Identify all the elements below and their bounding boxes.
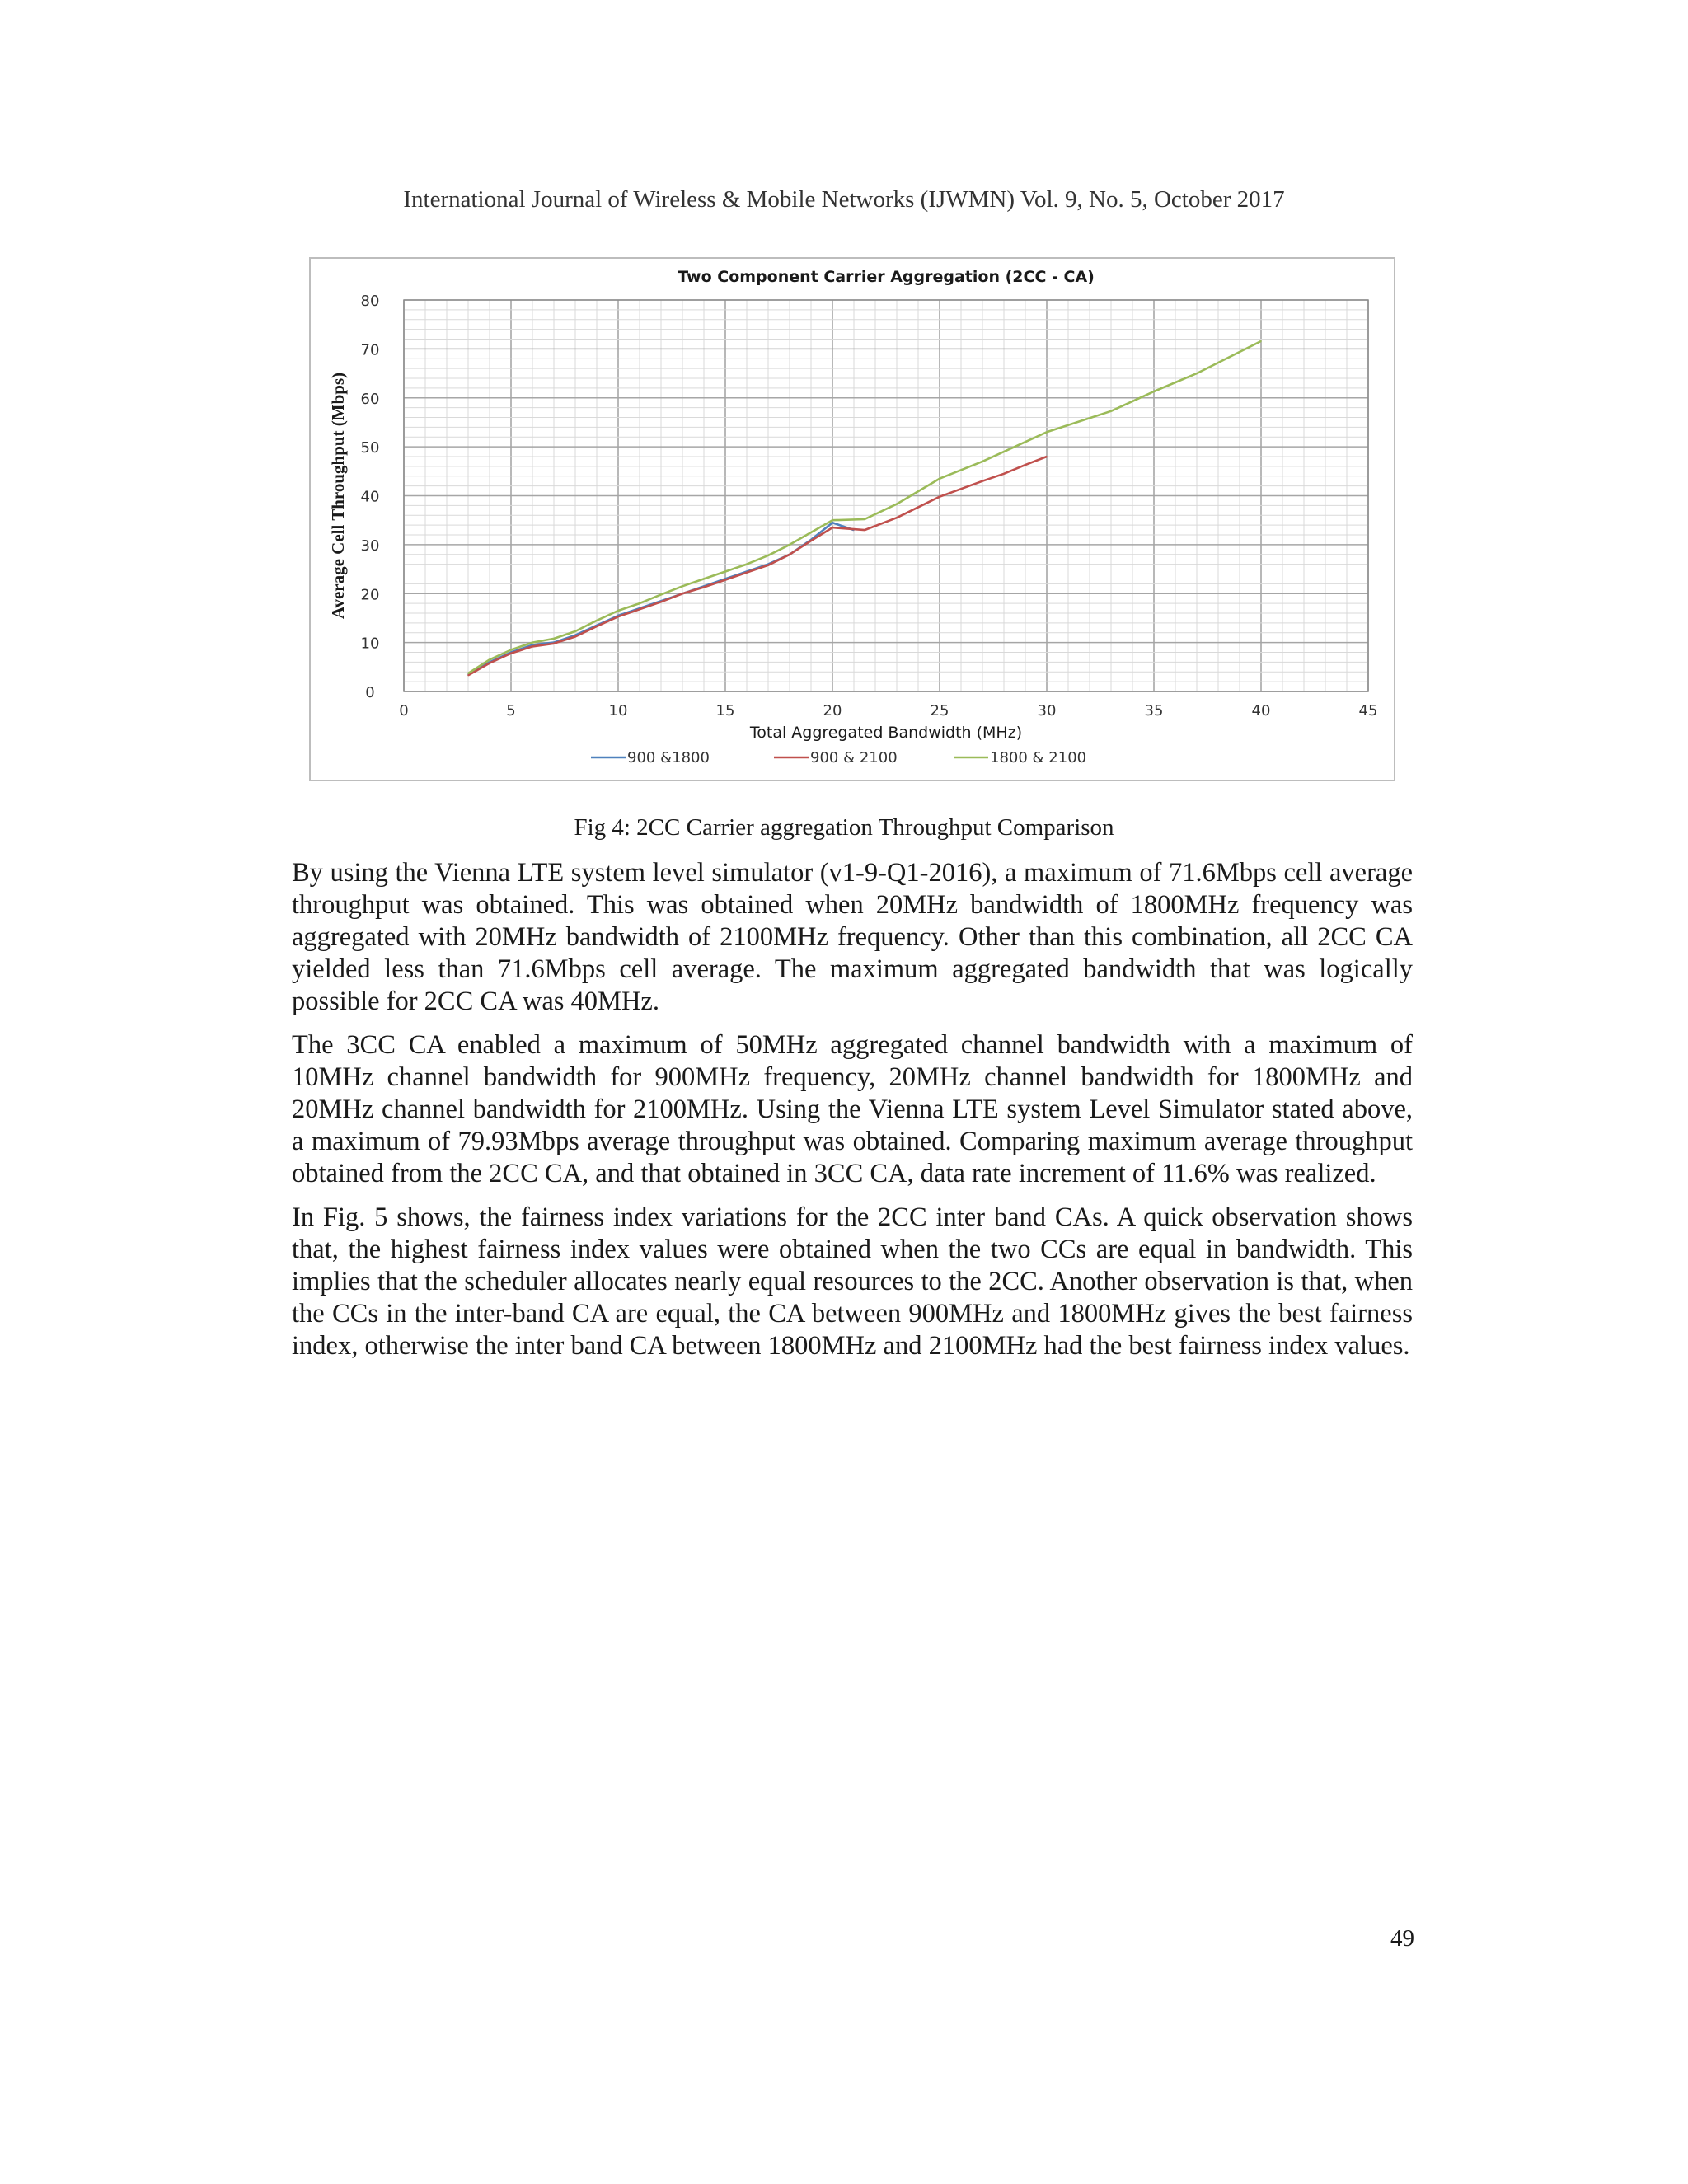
- data-point: [789, 544, 790, 546]
- legend-label-2: 900 & 2100: [810, 749, 898, 766]
- x-tick-label: 35: [1144, 702, 1164, 719]
- data-point: [574, 630, 576, 632]
- y-tick-label: 20: [360, 586, 380, 604]
- paragraph-2: The 3CC CA enabled a maximum of 50MHz aggregated channel bandwidth with a maximum of 10MHz channel bandwidth for 900MHz frequency, 20MHz channel bandwidth for 1800MHz and 20MHz channel bandwidth for 2100MHz. Using the Vienna LTE system Level Simulator stated above, a maximum of 79.93Mbps average throughput was obtained. Comparing maximum average throughput obtained from the 2CC CA, and that obtained in 3CC CA, data rate increment of 11.6% was realized.: [292, 1030, 1413, 1188]
- y-tick-label: 50: [360, 439, 380, 457]
- data-point: [639, 608, 640, 610]
- data-point: [896, 504, 898, 505]
- y-tick-label: 80: [360, 293, 380, 310]
- data-point: [810, 532, 812, 533]
- data-point: [939, 496, 940, 498]
- data-point: [832, 522, 833, 523]
- data-point: [553, 643, 555, 644]
- journal-header: International Journal of Wireless & Mobile Networks (IJWMN) Vol. 9, No. 5, October 2017: [403, 186, 1285, 213]
- data-point: [864, 518, 865, 520]
- page-number: 49: [1390, 1925, 1414, 1952]
- data-point: [1025, 464, 1026, 466]
- data-point: [896, 517, 898, 518]
- data-point: [982, 461, 983, 462]
- paragraph-1: By using the Vienna LTE system level simulator (v1-9-Q1-2016), a maximum of 71.6Mbps cell average throughput was obtained. This was obtained when 20MHz bandwidth of 1800MHz frequency was aggregated with 20MHz bandwidth of 2100MHz frequency. Other than this combination, all 2CC CA yielded less than 71.6Mbps cell average. The maximum aggregated bandwidth that was logically possible for 2CC CA was 40MHz.: [292, 858, 1413, 1016]
- legend-label-3: 1800 & 2100: [990, 749, 1087, 766]
- paragraph-3: In Fig. 5 shows, the fairness index variations for the 2CC inter band CAs. A quick observation shows that, the highest fairness index values were obtained when the two CCs are equal in bandwidth. This implies that the scheduler allocates nearly equal resources to the 2CC. Another observation is that, when the CCs in the inter-band CA are equal, the CA between 900MHz and 1800MHz gives the best fairness index, otherwise the inter band CA between 1800MHz and 2100MHz had the best fairness index values.: [292, 1202, 1413, 1361]
- data-point: [574, 636, 576, 638]
- data-point: [1003, 473, 1005, 475]
- y-tick-label: 40: [360, 488, 380, 506]
- data-point: [682, 593, 683, 594]
- legend-label-1: 900 &1800: [627, 749, 710, 766]
- data-point: [467, 673, 469, 674]
- data-point: [1196, 373, 1198, 374]
- data-point: [746, 564, 748, 565]
- chart-title: Two Component Carrier Aggregation (2CC - CA): [678, 268, 1095, 286]
- data-point: [660, 594, 662, 596]
- x-tick-label: 20: [823, 702, 842, 719]
- data-point: [660, 602, 662, 603]
- y-tick-label: 60: [360, 390, 380, 408]
- data-point: [489, 659, 490, 661]
- data-point: [1260, 340, 1262, 342]
- data-point: [724, 571, 726, 573]
- chart-figure: [309, 257, 1395, 781]
- data-point: [864, 529, 865, 531]
- x-tick-label: 30: [1037, 702, 1057, 719]
- x-tick-label: 0: [399, 702, 409, 719]
- y-tick-label: 10: [360, 635, 380, 653]
- data-point: [532, 646, 533, 648]
- data-point: [832, 527, 833, 528]
- data-point: [982, 480, 983, 482]
- data-point: [810, 540, 812, 541]
- data-point: [746, 572, 748, 574]
- series-line-3: [468, 341, 1261, 673]
- data-point: [617, 610, 619, 612]
- x-tick-label: 40: [1251, 702, 1271, 719]
- data-point: [1046, 456, 1048, 457]
- body-text: [292, 857, 1413, 1374]
- data-point: [1046, 432, 1048, 434]
- data-point: [467, 675, 469, 677]
- data-point: [617, 616, 619, 617]
- data-point: [489, 663, 490, 664]
- y-axis-label: Average Cell Throughput (Mbps): [328, 372, 348, 620]
- data-point: [703, 587, 705, 588]
- y-tick-label: 70: [360, 341, 380, 359]
- data-point: [1153, 391, 1155, 392]
- line-chart: [311, 259, 1394, 780]
- data-point: [596, 626, 598, 627]
- x-tick-label: 10: [608, 702, 628, 719]
- x-tick-label: 15: [715, 702, 735, 719]
- data-point: [639, 602, 640, 604]
- x-tick-label: 25: [930, 702, 950, 719]
- y-tick-label: 0: [365, 684, 375, 701]
- data-point: [939, 478, 940, 480]
- figure-caption: Fig 4: 2CC Carrier aggregation Throughput Comparison: [574, 814, 1114, 841]
- data-point: [1110, 410, 1112, 412]
- x-tick-label: 45: [1358, 702, 1378, 719]
- x-axis-label: Total Aggregated Bandwidth (MHz): [749, 724, 1023, 742]
- data-point: [682, 586, 683, 588]
- data-point: [703, 579, 705, 580]
- y-tick-label: 30: [360, 537, 380, 555]
- data-point: [724, 579, 726, 581]
- data-point: [553, 638, 555, 640]
- data-point: [767, 555, 769, 556]
- data-point: [789, 554, 790, 555]
- data-point: [596, 620, 598, 621]
- x-tick-label: 5: [506, 702, 516, 719]
- data-point: [510, 649, 512, 651]
- data-point: [532, 642, 533, 644]
- data-point: [832, 519, 833, 521]
- data-point: [510, 653, 512, 654]
- data-point: [767, 565, 769, 566]
